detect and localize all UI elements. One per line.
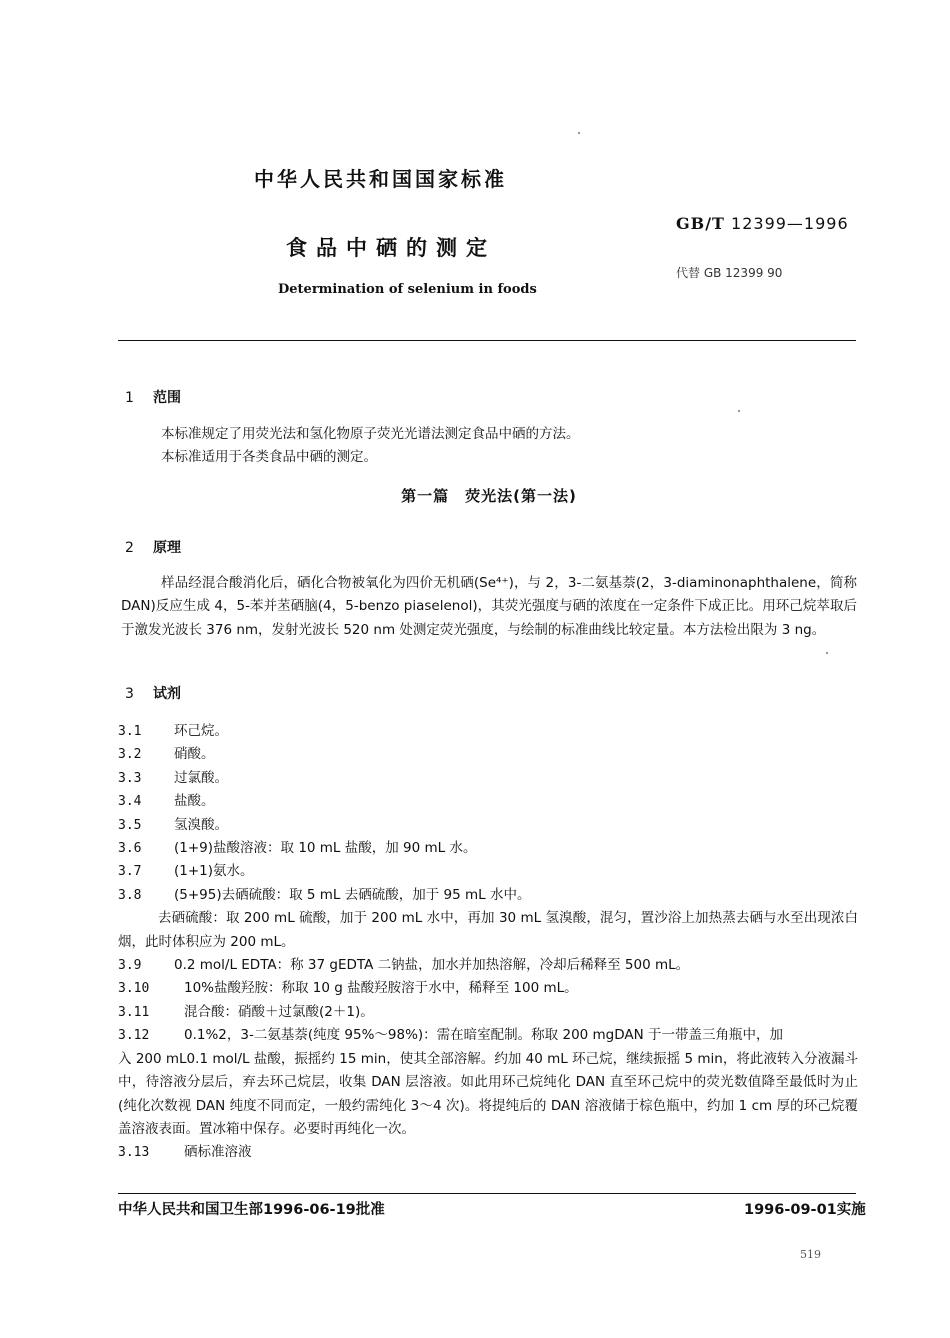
item-text: 氢溴酸。	[174, 816, 228, 833]
list-item	[118, 860, 858, 883]
item-text: 0.2 mol/L EDTA：称 37 gEDTA 二钠盐，加水并加热溶解，冷却后稀释至 500 mL。	[174, 957, 690, 974]
item-3-8-continuation: 去硒硫酸：取 200 mL 硫酸，加于 200 mL 水中，再加 30 mL 氢溴酸，混匀，置沙浴上加热蒸去硒与水至出现浓白烟，此时体积应为 200 mL。	[118, 910, 858, 950]
item-number: 3.4	[118, 794, 142, 810]
list-item	[118, 837, 858, 860]
item-number: 3.5	[118, 817, 142, 833]
section-2-paragraph: 样品经混合酸消化后，硒化合物被氧化为四价无机硒(Se⁴⁺)，与 2，3-二氨基萘(2，3-diaminonaphthalene，简称 DAN)反应生成 4，5-苯并苤硒脑(4，5-benzo piaselenol)，其荧光强度与硒的浓度在一定条件下成正比。用环己烷萃取后于激发光波长 376 nm，发射光波长 520 nm 处测定荧光强度，与绘制的标准曲线比较定量。本方法检出限为 3 ng。	[121, 575, 857, 638]
item-number: 3.9	[118, 958, 142, 974]
section-1-title: 范围	[153, 390, 181, 406]
item-text: (5+95)去硒硫酸：取 5 mL 去硒硫酸，加于 95 mL 水中。	[174, 886, 531, 903]
section-1-heading	[125, 387, 181, 407]
item-number: 3.8	[118, 887, 142, 903]
approval-note: 中华人民共和国卫生部1996-06-19批准	[118, 1202, 385, 1218]
page-number: 519	[800, 1248, 821, 1261]
reagent-list	[118, 720, 858, 1165]
effective-date: 1996-09-01实施	[744, 1202, 866, 1218]
list-item	[118, 977, 858, 1000]
list-item	[118, 814, 858, 837]
list-item	[118, 743, 858, 766]
item-number: 3.13	[118, 1145, 150, 1161]
item-text: 硝酸。	[174, 746, 215, 763]
section-3-title: 试剂	[153, 686, 181, 702]
item-text: (1+1)氨水。	[174, 863, 254, 880]
standard-code	[676, 214, 849, 233]
list-item	[118, 767, 858, 790]
item-text: 盐酸。	[174, 793, 215, 810]
footer-divider	[118, 1193, 856, 1194]
list-item	[118, 790, 858, 813]
section-2-heading	[125, 537, 181, 557]
item-number: 3.6	[118, 841, 142, 857]
item-text: 10%盐酸羟胺：称取 10 g 盐酸羟胺溶于水中，稀释至 100 mL。	[184, 980, 578, 997]
document-title: 食品中硒的测定	[286, 236, 496, 260]
item-number: 3.1	[118, 724, 142, 739]
item-3-12-continuation: 入 200 mL0.1 mol/L 盐酸，振摇约 15 min，使其全部溶解。约加 40 mL 环己烷，继续振摇 5 min，将此液转入分液漏斗中，待溶液分层后，弃去环己烷层，收集 DAN 层溶液。如此用环己烷纯化 DAN 直至环己烷中的荧光数值降至最低时为止(纯化次数视 DAN 纯度不同而定，一般约需纯化 3～4 次)。将提纯后的 DAN 溶液储于棕色瓶中，约加 1 cm 厚的环己烷覆盖溶液表面。置冰箱中保存。必要时再纯化一次。	[118, 1050, 858, 1137]
item-number: 3.3	[118, 770, 142, 786]
section-1-paragraph-1: 本标准规定了用荧光法和氢化物原子荧光光谱法测定食品中硒的方法。	[161, 426, 580, 442]
list-item	[118, 884, 858, 907]
standard-code-number: 12399—1996	[731, 214, 849, 233]
scan-speck	[738, 410, 740, 412]
item-text: 过氯酸。	[174, 769, 228, 786]
national-standard-label: 中华人民共和国国家标准	[254, 167, 507, 191]
item-text: 0.1%2，3-二氨基萘(纯度 95%～98%)：需在暗室配制。称取 200 mgDAN 于一带盖三角瓶中，加	[184, 1027, 784, 1044]
header-divider	[118, 340, 856, 341]
standard-code-prefix: GB/T	[676, 214, 725, 233]
section-1-paragraph-2: 本标准适用于各类食品中硒的测定。	[161, 449, 377, 465]
item-number: 3.7	[118, 864, 142, 880]
list-item	[118, 1024, 858, 1047]
item-text: 混合酸：硝酸＋过氯酸(2＋1)。	[184, 1003, 374, 1020]
section-3-number: 3	[125, 686, 134, 702]
section-3-heading	[125, 683, 181, 703]
english-title: Determination of selenium in foods	[278, 282, 537, 297]
list-item	[118, 720, 858, 743]
list-item	[118, 954, 858, 977]
item-number: 3.11	[118, 1004, 150, 1020]
item-text: 环己烷。	[174, 723, 228, 739]
item-number: 3.12	[118, 1028, 150, 1044]
list-item	[118, 1141, 858, 1164]
replaces-note: 代替 GB 12399 90	[676, 266, 783, 280]
list-item	[118, 1001, 858, 1024]
scan-speck	[826, 652, 828, 654]
section-1-number: 1	[125, 390, 134, 406]
item-text: 硒标准溶液	[184, 1144, 252, 1161]
item-number: 3.10	[118, 981, 150, 997]
section-2-number: 2	[125, 540, 134, 556]
part-title: 第一篇 荧光法(第一法)	[401, 487, 577, 505]
item-text: (1+9)盐酸溶液：取 10 mL 盐酸，加 90 mL 水。	[174, 840, 477, 857]
section-2-title: 原理	[153, 540, 181, 556]
scan-speck	[578, 132, 580, 134]
item-number: 3.2	[118, 747, 142, 763]
